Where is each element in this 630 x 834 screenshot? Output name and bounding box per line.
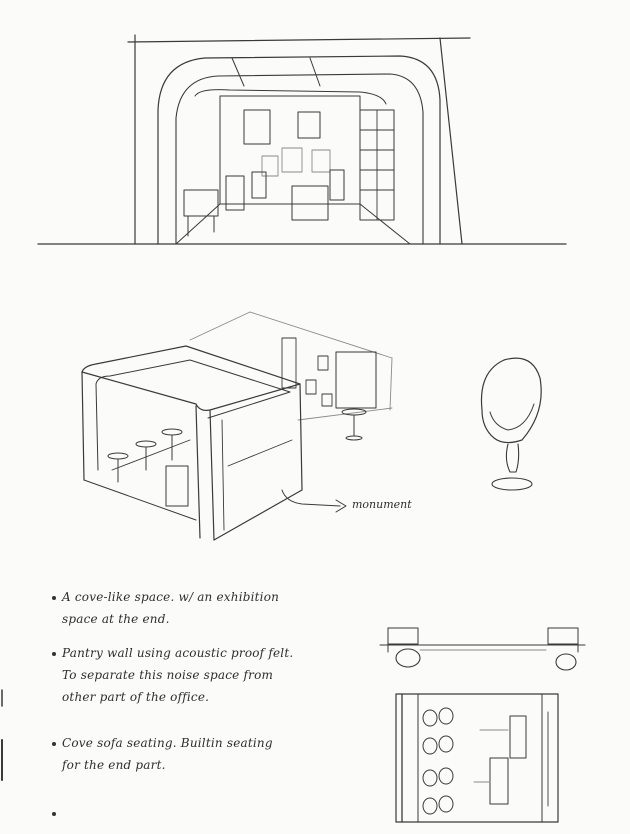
note-text-line: Pantry wall using acoustic proof felt. <box>62 646 294 660</box>
note-pantry-wall <box>62 642 342 708</box>
note-cove-space <box>62 586 342 630</box>
note-bullet <box>52 596 56 600</box>
pantry-isometric-sketch <box>82 312 392 540</box>
note-text-line: other part of the office. <box>62 690 210 704</box>
note-text-line: Cove sofa seating. Builtin seating <box>62 736 273 750</box>
note-text-line: A cove-like space. w/ an exhibition <box>62 590 280 604</box>
note-bullet <box>52 652 56 656</box>
egg-chair-sketch <box>481 358 541 490</box>
pantry-elevation-sketch <box>380 628 585 670</box>
cove-perspective-sketch <box>38 35 566 244</box>
note-sofa-seating <box>62 732 342 776</box>
note-bullet <box>52 812 56 816</box>
note-text-line: space at the end. <box>62 612 170 626</box>
note-bullet <box>52 742 56 746</box>
note-text-line: To separate this noise space from <box>62 668 274 682</box>
pantry-plan-sketch <box>396 694 558 822</box>
note-text-line: for the end part. <box>62 758 166 772</box>
monument-label: monument <box>352 498 412 511</box>
